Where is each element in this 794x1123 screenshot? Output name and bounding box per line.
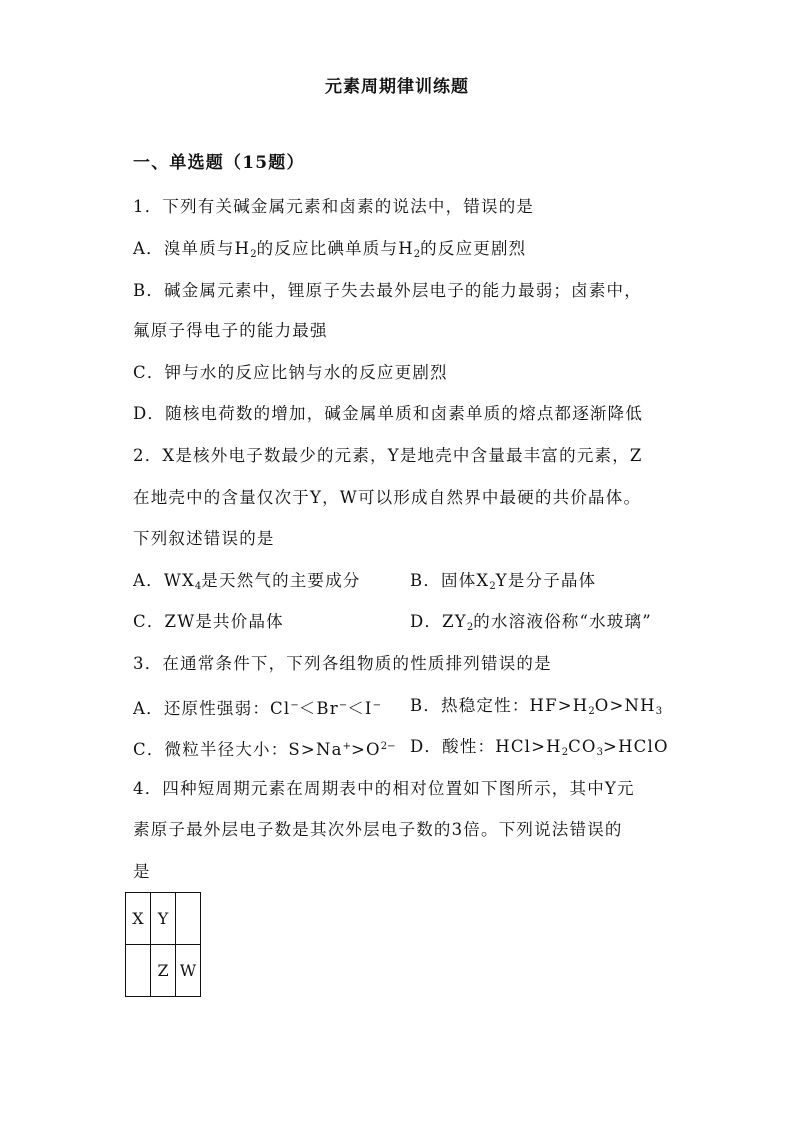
- section-heading: 一、单选题（15题）: [133, 153, 305, 173]
- page-title: 元素周期律训练题: [325, 77, 469, 97]
- question-3-option-a: A．还原性强弱：Cl−＜Br−＜I−: [133, 699, 382, 718]
- table-cell: [126, 945, 151, 997]
- table-cell: [176, 893, 201, 945]
- table-cell: Y: [151, 893, 176, 945]
- question-1-option-b: B．碱金属元素中，锂原子失去最外层电子的能力最弱；卤素中，: [133, 281, 642, 300]
- table-row: [126, 893, 201, 945]
- question-3-option-c: C．微粒半径大小：$S>Na^+>O^{2-}$: [133, 740, 396, 759]
- question-3-option-d: D．酸性：$HCl>H_2CO_3>HClO$: [410, 737, 669, 758]
- question-4-stem-line2: 素原子最外层电子数是其次外层电子数的3倍。下列说法错误的: [133, 820, 623, 839]
- table-row: [126, 945, 201, 997]
- question-2-stem-line1: 2．X是核外电子数最少的元素，Y是地壳中含量最丰富的元素，Z: [133, 446, 643, 465]
- question-4-stem-line1: 4．四种短周期元素在周期表中的相对位置如下图所示，其中Y元: [133, 779, 635, 798]
- question-1-option-c: C．钾与水的反应比钠与水的反应更剧烈: [133, 363, 448, 382]
- question-2-option-a: A．$WX_4$是天然气的主要成分: [133, 571, 361, 592]
- question-3-stem: 3．在通常条件下，下列各组物质的性质排列错误的是: [133, 654, 552, 673]
- question-2-stem-line2: 在地壳中的含量仅次于Y，W可以形成自然界中最硬的共价晶体。: [133, 488, 642, 507]
- question-2-stem-line3: 下列叙述错误的是: [133, 529, 275, 548]
- periodic-position-table: [125, 892, 201, 997]
- table-cell: X: [126, 893, 151, 945]
- question-1-option-b-cont: 氟原子得电子的能力最强: [133, 321, 328, 340]
- table-cell: W: [176, 945, 201, 997]
- question-1-stem: 1．下列有关碱金属元素和卤素的说法中，错误的是: [133, 197, 535, 216]
- question-1-option-a: A．溴单质与$H_2$的反应比碘单质与$H_2$的反应更剧烈: [133, 239, 527, 260]
- question-3-option-b: B．热稳定性：$HF>H_2O>NH_3$: [410, 696, 663, 717]
- question-1-option-d: D．随核电荷数的增加，碱金属单质和卤素单质的熔点都逐渐降低: [133, 404, 644, 423]
- question-4-stem-line3: 是: [133, 862, 151, 881]
- question-2-option-c: C．ZW是共价晶体: [133, 612, 284, 631]
- question-2-option-b: B．固体$X_2Y$是分子晶体: [410, 571, 597, 592]
- table-cell: Z: [151, 945, 176, 997]
- question-2-option-d: D．$ZY_2$的水溶液俗称“水玻璃”: [410, 612, 652, 633]
